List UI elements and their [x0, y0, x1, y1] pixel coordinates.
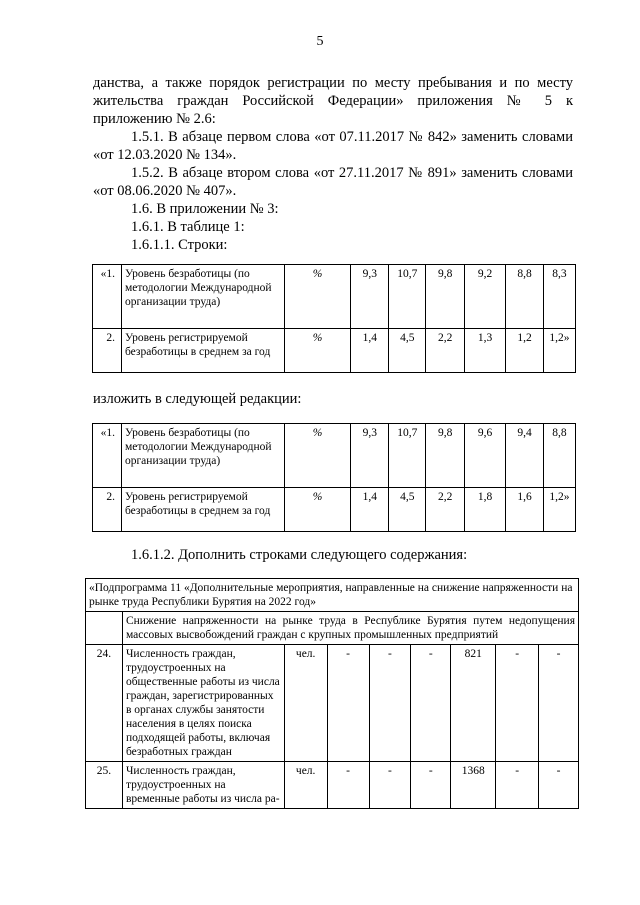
value-cell: 1,2» — [543, 488, 575, 532]
value-cell: - — [539, 645, 579, 762]
value-cell: 4,5 — [389, 488, 426, 532]
value-cell: 2,2 — [426, 488, 465, 532]
row-number: «1. — [93, 265, 122, 329]
value-cell: 1,2 — [506, 329, 544, 373]
value-cell: - — [411, 645, 451, 762]
value-cell: 1368 — [451, 762, 496, 809]
table-row — [93, 488, 576, 532]
value-cell: 9,4 — [506, 424, 544, 488]
table-row — [93, 329, 576, 373]
unit-cell: % — [284, 488, 351, 532]
value-cell: 1,2» — [543, 329, 575, 373]
indicator-name: Уровень регистрируемой безработицы в среднем за год — [121, 329, 284, 373]
table-row — [86, 762, 579, 809]
state-instruction: изложить в следующей редакции: — [93, 391, 302, 407]
table-row — [93, 424, 576, 488]
row-number: 24. — [86, 645, 123, 762]
unit-cell: чел. — [284, 762, 327, 809]
row-number: «1. — [93, 424, 122, 488]
indicator-name: Численность граждан, трудоустроенных на временные работы из числа ра- — [122, 762, 284, 809]
value-cell: 9,6 — [465, 424, 506, 488]
goal-text: Снижение напряженности на рынке труда в Республике Бурятия путем недопущения массовых высвобождений граждан с крупных промышленных предприятий — [122, 612, 578, 645]
value-cell: 9,2 — [465, 265, 506, 329]
value-cell: 9,8 — [426, 265, 465, 329]
table-old-rows — [92, 264, 576, 373]
value-cell: 1,4 — [351, 329, 389, 373]
item-1-6-1-2: 1.6.1.2. Дополнить строками следующего содержания: — [131, 547, 468, 563]
value-cell: - — [327, 645, 369, 762]
value-cell: 1,6 — [506, 488, 544, 532]
indicator-name: Численность граждан, трудоустроенных на общественные работы из числа граждан, зарегистрированных в органах службы занятости населения в целях поиска подходящей работы, включая безработных граждан — [122, 645, 284, 762]
value-cell: 8,3 — [543, 265, 575, 329]
value-cell: - — [496, 645, 539, 762]
item-1-5-1: 1.5.1. В абзаце первом слова «от 07.11.2017 № 842» заменить словами «от 12.03.2020 № 134». — [93, 129, 573, 163]
value-cell: 9,8 — [426, 424, 465, 488]
row-number: 2. — [93, 488, 122, 532]
table-added-rows — [85, 578, 579, 809]
indicator-name: Уровень безработицы (по методологии Международной организации труда) — [121, 424, 284, 488]
value-cell: 10,7 — [389, 265, 426, 329]
goal-row — [86, 612, 579, 645]
table-row — [93, 265, 576, 329]
value-cell: 10,7 — [389, 424, 426, 488]
value-cell: - — [369, 645, 411, 762]
intro-paragraph: данства, а также порядок регистрации по месту пребывания и по месту жительства граждан Российской Федерации» приложения № 5 к приложению № 2.6: — [93, 75, 573, 127]
table-row — [86, 645, 579, 762]
unit-cell: чел. — [284, 645, 327, 762]
row-number: 25. — [86, 762, 123, 809]
goal-empty-cell — [86, 612, 123, 645]
value-cell: 9,3 — [351, 265, 389, 329]
item-1-6-1-1: 1.6.1.1. Строки: — [131, 237, 228, 253]
item-1-6: 1.6. В приложении № 3: — [131, 201, 279, 217]
value-cell: 8,8 — [506, 265, 544, 329]
indicator-name: Уровень регистрируемой безработицы в среднем за год — [121, 488, 284, 532]
item-1-5-2: 1.5.2. В абзаце втором слова «от 27.11.2017 № 891» заменить словами «от 08.06.2020 № 407». — [93, 165, 573, 199]
value-cell: 1,3 — [465, 329, 506, 373]
unit-cell: % — [284, 265, 351, 329]
row-number: 2. — [93, 329, 122, 373]
unit-cell: % — [284, 329, 351, 373]
subprogram-row — [86, 579, 579, 612]
value-cell: 821 — [451, 645, 496, 762]
indicator-name: Уровень безработицы (по методологии Международной организации труда) — [121, 265, 284, 329]
value-cell: - — [369, 762, 411, 809]
value-cell: 4,5 — [389, 329, 426, 373]
value-cell: 9,3 — [351, 424, 389, 488]
value-cell: - — [496, 762, 539, 809]
page-number: 5 — [316, 34, 324, 49]
table-new-rows — [92, 423, 576, 532]
item-1-6-1: 1.6.1. В таблице 1: — [131, 219, 245, 235]
subprogram-title: «Подпрограмма 11 «Дополнительные мероприятия, направленные на снижение напряженности на рынке труда Республики Бурятия на 2022 год» — [86, 579, 579, 612]
value-cell: - — [411, 762, 451, 809]
value-cell: 2,2 — [426, 329, 465, 373]
value-cell: 8,8 — [543, 424, 575, 488]
unit-cell: % — [284, 424, 351, 488]
value-cell: - — [539, 762, 579, 809]
value-cell: 1,4 — [351, 488, 389, 532]
value-cell: 1,8 — [465, 488, 506, 532]
value-cell: - — [327, 762, 369, 809]
